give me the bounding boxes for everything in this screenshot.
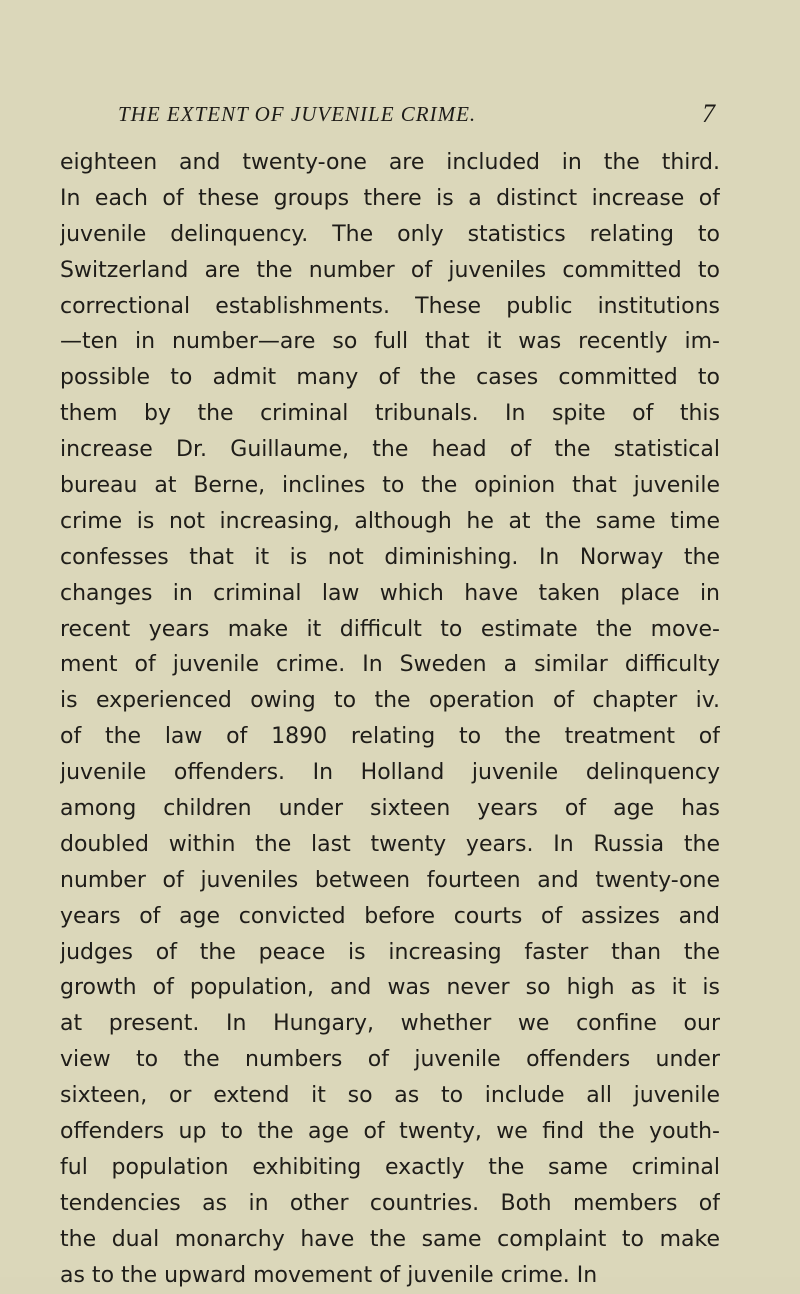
text-line: judges of the peace is increasing faster than the xyxy=(60,939,720,965)
text-line: recent years make it difficult to estimate the move- xyxy=(60,616,720,642)
text-line: increase Dr. Guillaume, the head of the statistical xyxy=(60,437,720,463)
text-line: Switzerland are the number of juveniles committed to xyxy=(60,257,720,283)
text-line: changes in criminal law which have taken place in xyxy=(60,580,720,606)
text-line: juvenile delinquency. The only statistics relating to xyxy=(60,221,720,247)
text-line: possible to admit many of the cases committed to xyxy=(60,365,720,391)
running-head xyxy=(118,99,716,130)
text-line: ful population exhibiting exactly the same criminal xyxy=(60,1154,720,1180)
text-line: view to the numbers of juvenile offenders under xyxy=(60,1047,720,1073)
text-line: at present. In Hungary, whether we confine our xyxy=(60,1011,720,1037)
text-line: years of age convicted before courts of assizes and xyxy=(60,903,720,929)
text-line: In each of these groups there is a distinct increase of xyxy=(60,185,720,211)
text-line: offenders up to the age of twenty, we find the youth- xyxy=(60,1119,720,1145)
text-line: of the law of 1890 relating to the treatment of xyxy=(60,724,720,750)
text-line: juvenile offenders. In Holland juvenile delinquency xyxy=(60,760,720,786)
text-line: correctional establishments. These public institutions xyxy=(60,293,720,319)
text-line: bureau at Berne, inclines to the opinion that juvenile xyxy=(60,473,720,499)
text-line: sixteen, or extend it so as to include all juvenile xyxy=(60,1083,720,1109)
text-line: crime is not increasing, although he at the same time xyxy=(60,508,720,534)
text-line: eighteen and twenty-one are included in the third. xyxy=(60,150,720,175)
page-number: 7 xyxy=(702,99,716,128)
text-line: number of juveniles between fourteen and twenty-one xyxy=(60,867,720,893)
text-line: them by the criminal tribunals. In spite of this xyxy=(60,401,720,427)
text-line: confesses that it is not diminishing. In Norway the xyxy=(60,544,720,570)
text-line: growth of population, and was never so high as it is xyxy=(60,975,720,1001)
text-line: doubled within the last twenty years. In Russia the xyxy=(60,831,720,857)
running-head-title: THE EXTENT OF JUVENILE CRIME. xyxy=(118,102,477,126)
text-line: among children under sixteen years of age has xyxy=(60,796,720,822)
text-line: tendencies as in other countries. Both members of xyxy=(60,1190,720,1216)
text-line: ment of juvenile crime. In Sweden a similar difficulty xyxy=(60,652,720,678)
text-line: is experienced owing to the operation of chapter iv. xyxy=(60,688,720,714)
text-line: —ten in number—are so full that it was recently im- xyxy=(60,329,720,355)
text-line: as to the upward movement of juvenile crime. In xyxy=(60,1262,598,1288)
body-text xyxy=(60,145,720,1294)
text-line: the dual monarchy have the same complaint to make xyxy=(60,1226,720,1252)
